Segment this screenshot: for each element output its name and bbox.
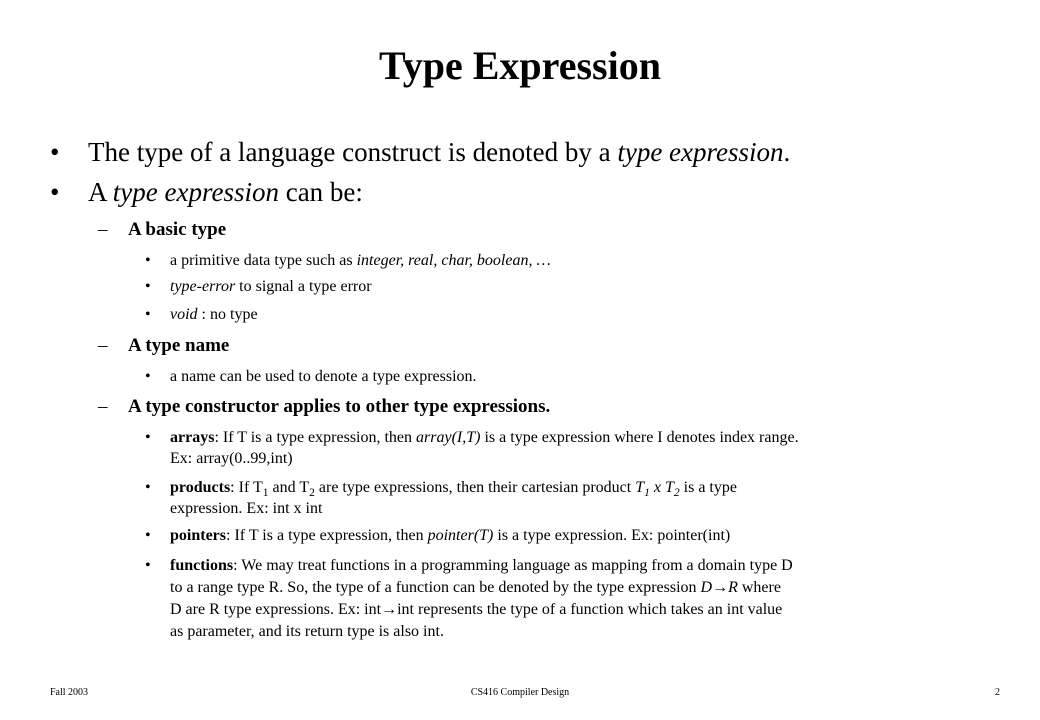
text: A bbox=[88, 177, 113, 207]
item-type-error bbox=[170, 275, 372, 298]
emphasis: type-error bbox=[170, 278, 236, 295]
term: pointers bbox=[170, 527, 226, 544]
bullet-marker: • bbox=[145, 527, 151, 544]
item-products-example: expression. Ex: int x int bbox=[170, 500, 323, 517]
text: where bbox=[737, 579, 781, 596]
dash-marker: – bbox=[98, 219, 108, 240]
text: : If T is a type expression, then bbox=[226, 527, 428, 544]
emphasis: array(I,T) bbox=[416, 429, 481, 446]
item-products bbox=[170, 476, 737, 499]
dash-marker: – bbox=[98, 396, 108, 417]
emphasis: integer, real, char, boolean, … bbox=[356, 252, 551, 269]
item-arrays-example: Ex: array(0..99,int) bbox=[170, 450, 293, 467]
text: : If T bbox=[230, 479, 263, 496]
heading-type-name: A type name bbox=[128, 335, 230, 356]
term: functions bbox=[170, 557, 234, 574]
subscript: 1 bbox=[644, 487, 650, 500]
dash-marker: – bbox=[98, 335, 108, 356]
text: is a type expression. Ex: pointer(int) bbox=[493, 527, 731, 544]
emphasis: pointer(T) bbox=[427, 527, 494, 544]
text: a primitive data type such as bbox=[170, 252, 357, 269]
emphasis: D→R bbox=[700, 579, 738, 596]
text: : We may treat functions in a programming language as mapping from a domain type D bbox=[233, 557, 793, 574]
item-arrays bbox=[170, 426, 799, 449]
emphasis: void bbox=[170, 306, 198, 323]
bullet-type-of-construct bbox=[88, 136, 790, 168]
bullet-marker: • bbox=[50, 177, 60, 207]
bullet-marker: • bbox=[145, 306, 151, 323]
text: is a type bbox=[679, 479, 737, 496]
bullet-marker: • bbox=[145, 278, 151, 295]
item-type-name: a name can be used to denote a type expression. bbox=[170, 368, 477, 385]
bullet-marker: • bbox=[145, 557, 151, 574]
bullet-marker: • bbox=[50, 137, 60, 167]
footer-page-number: 2 bbox=[995, 687, 1000, 698]
text: The type of a language construct is denoted by a bbox=[88, 137, 618, 167]
text: : If T is a type expression, then bbox=[214, 429, 417, 446]
text: . bbox=[783, 137, 791, 167]
bullet-marker: • bbox=[145, 368, 151, 385]
emphasis: type expression bbox=[112, 177, 279, 207]
text: and T bbox=[268, 479, 310, 496]
bullet-marker: • bbox=[145, 429, 151, 446]
text: to a range type R. So, the type of a function can be denoted by the type expression bbox=[170, 579, 701, 596]
item-void bbox=[170, 303, 258, 326]
text: are type expressions, then their cartesian product bbox=[314, 479, 636, 496]
text: : no type bbox=[197, 306, 258, 323]
item-pointers bbox=[170, 524, 730, 547]
text: is a type expression where I denotes index range. bbox=[480, 429, 799, 446]
subscript: 2 bbox=[309, 487, 315, 500]
text: to signal a type error bbox=[235, 278, 372, 295]
emphasis: x T bbox=[649, 479, 674, 496]
item-functions-line-3: D are R type expressions. Ex: int→int represents the type of a function which takes an int value bbox=[170, 601, 783, 618]
footer-course: CS416 Compiler Design bbox=[470, 687, 570, 698]
slide-title: Type Expression bbox=[379, 43, 661, 88]
emphasis: T bbox=[635, 479, 645, 496]
text: can be: bbox=[278, 177, 363, 207]
emphasis: type expression bbox=[617, 137, 784, 167]
subscript: 2 bbox=[673, 487, 680, 500]
item-functions-line-4: as parameter, and its return type is also int. bbox=[170, 623, 444, 640]
item-functions-line-2 bbox=[170, 576, 781, 599]
term: products bbox=[170, 479, 231, 496]
bullet-type-expression-can-be bbox=[88, 176, 363, 208]
footer-term: Fall 2003 bbox=[50, 687, 89, 698]
heading-type-constructor: A type constructor applies to other type expressions. bbox=[128, 396, 551, 417]
subscript: 1 bbox=[262, 487, 269, 500]
term: arrays bbox=[170, 429, 215, 446]
item-primitive-types bbox=[170, 249, 551, 272]
bullet-marker: • bbox=[145, 252, 151, 269]
heading-basic-type: A basic type bbox=[128, 219, 227, 240]
item-functions bbox=[170, 554, 793, 577]
bullet-marker: • bbox=[145, 479, 151, 496]
